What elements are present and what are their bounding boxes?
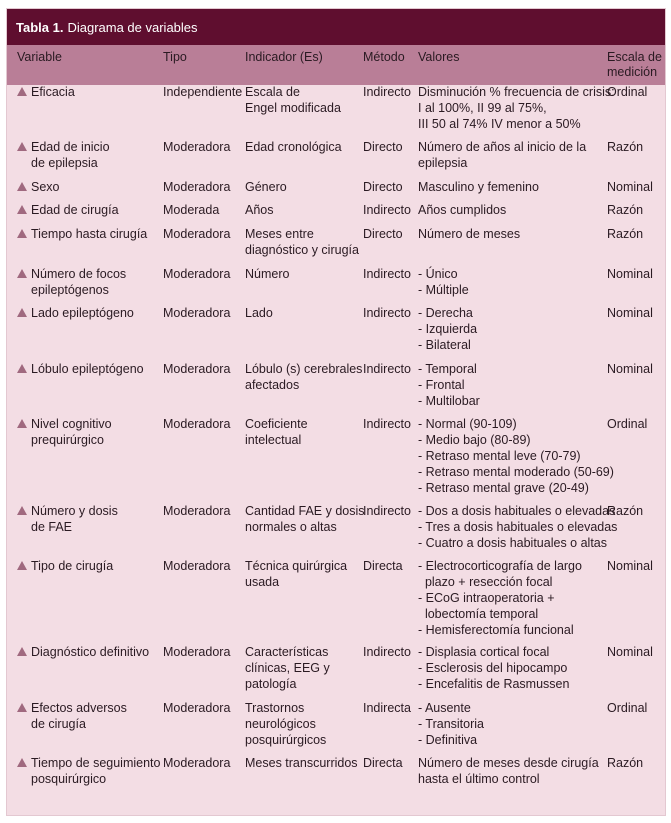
cell-tipo: Moderadora — [163, 180, 231, 194]
triangle-bullet-icon — [17, 647, 27, 656]
cell-indicador-line: Cantidad FAE y dosis — [245, 504, 365, 518]
cell-indicador-line: posquirúrgicos — [245, 733, 327, 747]
cell-valores-line: plazo + resección focal — [418, 575, 553, 589]
cell-valores — [418, 179, 608, 195]
cell-valores-line: Número de meses — [418, 227, 521, 241]
header-metodo: Método — [363, 50, 405, 64]
cell-metodo: Indirecto — [363, 267, 411, 281]
cell-indicador-line: Años — [245, 203, 274, 217]
cell-indicador-line: Coeficiente — [245, 417, 308, 431]
cell-escala: Nominal — [607, 645, 653, 659]
cell-variable-line: Edad de cirugía — [31, 203, 119, 217]
cell-variable — [31, 558, 161, 574]
header-indicador: Indicador (Es) — [245, 50, 323, 64]
cell-metodo: Indirecto — [363, 417, 411, 431]
cell-indicador — [245, 644, 363, 692]
cell-indicador-line: afectados — [245, 378, 300, 392]
cell-valores — [418, 226, 608, 242]
cell-valores-line: - Único — [418, 267, 458, 281]
cell-escala: Ordinal — [607, 417, 648, 431]
cell-valores-line: - Frontal — [418, 378, 465, 392]
cell-valores-line: - Electrocorticografía de largo — [418, 559, 582, 573]
cell-indicador — [245, 139, 363, 155]
cell-metodo: Indirecto — [363, 362, 411, 376]
cell-variable-line: de cirugía — [31, 717, 86, 731]
cell-indicador-line: Lóbulo (s) cerebrales — [245, 362, 363, 376]
cell-escala: Ordinal — [607, 85, 648, 99]
triangle-bullet-icon — [17, 269, 27, 278]
cell-metodo: Indirecto — [363, 85, 411, 99]
cell-indicador — [245, 558, 363, 590]
cell-valores-line: - Izquierda — [418, 322, 478, 336]
cell-valores-line: - Transitoria — [418, 717, 484, 731]
cell-tipo: Moderadora — [163, 559, 231, 573]
cell-indicador-line: diagnóstico y cirugía — [245, 243, 359, 257]
cell-variable-line: Diagnóstico definitivo — [31, 645, 150, 659]
cell-variable-line: Tiempo hasta cirugía — [31, 227, 148, 241]
cell-escala: Nominal — [607, 180, 653, 194]
cell-valores-line: - Ausente — [418, 701, 471, 715]
cell-valores — [418, 644, 608, 692]
cell-metodo: Directa — [363, 559, 403, 573]
cell-metodo: Directa — [363, 756, 403, 770]
cell-valores-line: epilepsia — [418, 156, 468, 170]
triangle-bullet-icon — [17, 419, 27, 428]
cell-metodo: Indirecta — [363, 701, 411, 715]
cell-valores-line: Masculino y femenino — [418, 180, 539, 194]
cell-valores-line: hasta el último control — [418, 772, 540, 786]
cell-valores — [418, 361, 608, 409]
cell-valores-line: - Retraso mental moderado (50-69) — [418, 465, 614, 479]
cell-tipo: Moderadora — [163, 756, 231, 770]
cell-valores — [418, 84, 615, 132]
cell-indicador-line: Engel modificada — [245, 101, 341, 115]
cell-tipo: Moderadora — [163, 306, 231, 320]
cell-variable-line: Efectos adversos — [31, 701, 127, 715]
cell-variable — [31, 755, 161, 787]
cell-variable-line: de FAE — [31, 520, 72, 534]
cell-escala: Razón — [607, 756, 644, 770]
header-tipo: Tipo — [163, 50, 187, 64]
cell-indicador — [245, 266, 363, 282]
cell-metodo: Directo — [363, 227, 403, 241]
cell-variable-line: Tiempo de seguimiento — [31, 756, 161, 770]
header-variable: Variable — [17, 50, 62, 64]
cell-tipo: Moderada — [163, 203, 220, 217]
cell-variable — [31, 644, 161, 660]
cell-variable-line: Tipo de cirugía — [31, 559, 114, 573]
cell-variable — [31, 202, 161, 218]
cell-valores — [418, 202, 608, 218]
cell-valores — [418, 503, 618, 551]
cell-valores-line: I al 100%, II 99 al 75%, — [418, 101, 547, 115]
cell-indicador-line: Meses transcurridos — [245, 756, 358, 770]
header-escala — [607, 50, 662, 80]
cell-tipo: Moderadora — [163, 417, 231, 431]
triangle-bullet-icon — [17, 561, 27, 570]
cell-indicador — [245, 700, 363, 748]
cell-escala: Nominal — [607, 559, 653, 573]
cell-valores-line: - Retraso mental leve (70-79) — [418, 449, 581, 463]
cell-tipo: Moderadora — [163, 645, 231, 659]
cell-indicador-line: Edad cronológica — [245, 140, 342, 154]
cell-escala: Razón — [607, 227, 644, 241]
cell-indicador — [245, 226, 363, 258]
cell-valores-line: - Medio bajo (80-89) — [418, 433, 531, 447]
cell-variable — [31, 179, 161, 195]
cell-variable — [31, 503, 161, 535]
triangle-bullet-icon — [17, 506, 27, 515]
cell-metodo: Indirecto — [363, 203, 411, 217]
cell-metodo: Directo — [363, 180, 403, 194]
cell-valores-line: - Bilateral — [418, 338, 471, 352]
variables-table — [6, 8, 666, 816]
cell-variable-line: Lado epileptógeno — [31, 306, 134, 320]
triangle-bullet-icon — [17, 205, 27, 214]
cell-valores — [418, 700, 608, 748]
caption-label: Tabla 1. — [16, 19, 64, 35]
cell-indicador-line: Número — [245, 267, 290, 281]
cell-indicador-line: Meses entre — [245, 227, 314, 241]
cell-variable — [31, 305, 161, 321]
cell-escala: Ordinal — [607, 701, 648, 715]
cell-variable — [31, 361, 161, 377]
cell-variable-line: epileptógenos — [31, 283, 109, 297]
cell-valores-line: - Multilobar — [418, 394, 480, 408]
cell-tipo: Moderadora — [163, 140, 231, 154]
triangle-bullet-icon — [17, 87, 27, 96]
cell-indicador-line: Trastornos — [245, 701, 305, 715]
cell-indicador-line: clínicas, EEG y — [245, 661, 330, 675]
cell-variable-line: prequirúrgico — [31, 433, 104, 447]
cell-valores — [418, 305, 608, 353]
cell-valores — [418, 139, 608, 171]
header-escala-line1: Escala de — [607, 50, 662, 64]
cell-escala: Nominal — [607, 362, 653, 376]
cell-indicador-line: Técnica quirúrgica — [245, 559, 348, 573]
cell-tipo: Moderadora — [163, 227, 231, 241]
cell-valores-line: - Retraso mental grave (20-49) — [418, 481, 589, 495]
cell-valores-line: lobectomía temporal — [418, 607, 539, 621]
header-valores: Valores — [418, 50, 460, 64]
cell-valores-line: - Temporal — [418, 362, 477, 376]
table-header — [7, 45, 665, 85]
cell-valores-line: - ECoG intraoperatoria + — [418, 591, 555, 605]
cell-metodo: Indirecto — [363, 645, 411, 659]
cell-indicador-line: normales o altas — [245, 520, 337, 534]
cell-valores-line: - Normal (90-109) — [418, 417, 517, 431]
triangle-bullet-icon — [17, 308, 27, 317]
cell-valores-line: Número de meses desde cirugía — [418, 756, 599, 770]
cell-indicador-line: neurológicos — [245, 717, 316, 731]
triangle-bullet-icon — [17, 703, 27, 712]
cell-indicador-line: Escala de — [245, 85, 300, 99]
cell-variable-line: Edad de inicio — [31, 140, 110, 154]
cell-valores-line: - Encefalitis de Rasmussen — [418, 677, 570, 691]
triangle-bullet-icon — [17, 142, 27, 151]
cell-metodo: Indirecto — [363, 504, 411, 518]
cell-valores-line: III 50 al 74% IV menor a 50% — [418, 117, 581, 131]
cell-valores-line: - Displasia cortical focal — [418, 645, 550, 659]
cell-valores-line: - Derecha — [418, 306, 473, 320]
cell-valores — [418, 416, 614, 496]
cell-tipo: Moderadora — [163, 701, 231, 715]
cell-indicador — [245, 179, 363, 195]
cell-variable-line: Nivel cognitivo — [31, 417, 112, 431]
cell-indicador-line: patología — [245, 677, 297, 691]
cell-metodo: Directo — [363, 140, 403, 154]
cell-variable — [31, 700, 161, 732]
cell-valores-line: - Múltiple — [418, 283, 469, 297]
cell-valores — [418, 755, 608, 787]
cell-valores-line: - Definitiva — [418, 733, 478, 747]
cell-escala: Razón — [607, 140, 644, 154]
cell-variable-line: Número de focos — [31, 267, 127, 281]
cell-valores-line: - Esclerosis del hipocampo — [418, 661, 568, 675]
cell-escala: Razón — [607, 203, 644, 217]
cell-metodo: Indirecto — [363, 306, 411, 320]
cell-tipo: Moderadora — [163, 267, 231, 281]
cell-valores-line: Disminución % frecuencia de crisis: — [418, 85, 615, 99]
triangle-bullet-icon — [17, 758, 27, 767]
cell-indicador-line: Género — [245, 180, 287, 194]
cell-valores-line: Años cumplidos — [418, 203, 507, 217]
cell-valores-line: - Hemisferectomía funcional — [418, 623, 574, 637]
cell-variable — [31, 226, 161, 242]
cell-indicador-line: Lado — [245, 306, 273, 320]
cell-variable — [31, 416, 161, 448]
cell-indicador — [245, 305, 363, 321]
cell-escala: Nominal — [607, 306, 653, 320]
triangle-bullet-icon — [17, 364, 27, 373]
table-caption — [7, 9, 665, 45]
cell-variable-line: de epilepsia — [31, 156, 98, 170]
cell-escala: Nominal — [607, 267, 653, 281]
cell-indicador — [245, 202, 363, 218]
cell-indicador — [245, 361, 363, 393]
cell-valores-line: Número de años al inicio de la — [418, 140, 587, 154]
cell-indicador-line: Características — [245, 645, 329, 659]
cell-valores-line: - Tres a dosis habituales o elevadas — [418, 520, 618, 534]
cell-variable-line: posquirúrgico — [31, 772, 107, 786]
cell-indicador — [245, 755, 363, 771]
cell-variable-line: Eficacia — [31, 85, 75, 99]
triangle-bullet-icon — [17, 229, 27, 238]
cell-variable — [31, 266, 161, 298]
cell-escala: Razón — [607, 504, 644, 518]
cell-valores-line: - Dos a dosis habituales o elevadas — [418, 504, 616, 518]
cell-indicador — [245, 416, 363, 448]
triangle-bullet-icon — [17, 182, 27, 191]
cell-indicador — [245, 503, 363, 535]
cell-tipo: Moderadora — [163, 504, 231, 518]
cell-indicador — [245, 84, 363, 116]
cell-variable — [31, 139, 161, 171]
cell-variable — [31, 84, 161, 100]
cell-tipo: Moderadora — [163, 362, 231, 376]
cell-variable-line: Sexo — [31, 180, 60, 194]
cell-valores — [418, 266, 608, 298]
cell-indicador-line: usada — [245, 575, 280, 589]
cell-valores-line: - Cuatro a dosis habituales o altas — [418, 536, 607, 550]
caption-title: Diagrama de variables — [67, 19, 198, 35]
cell-indicador-line: intelectual — [245, 433, 302, 447]
cell-tipo: Independiente — [163, 85, 243, 99]
cell-variable-line: Lóbulo epileptógeno — [31, 362, 144, 376]
cell-valores — [418, 558, 608, 638]
header-escala-line2: medición — [607, 65, 658, 79]
cell-variable-line: Número y dosis — [31, 504, 118, 518]
